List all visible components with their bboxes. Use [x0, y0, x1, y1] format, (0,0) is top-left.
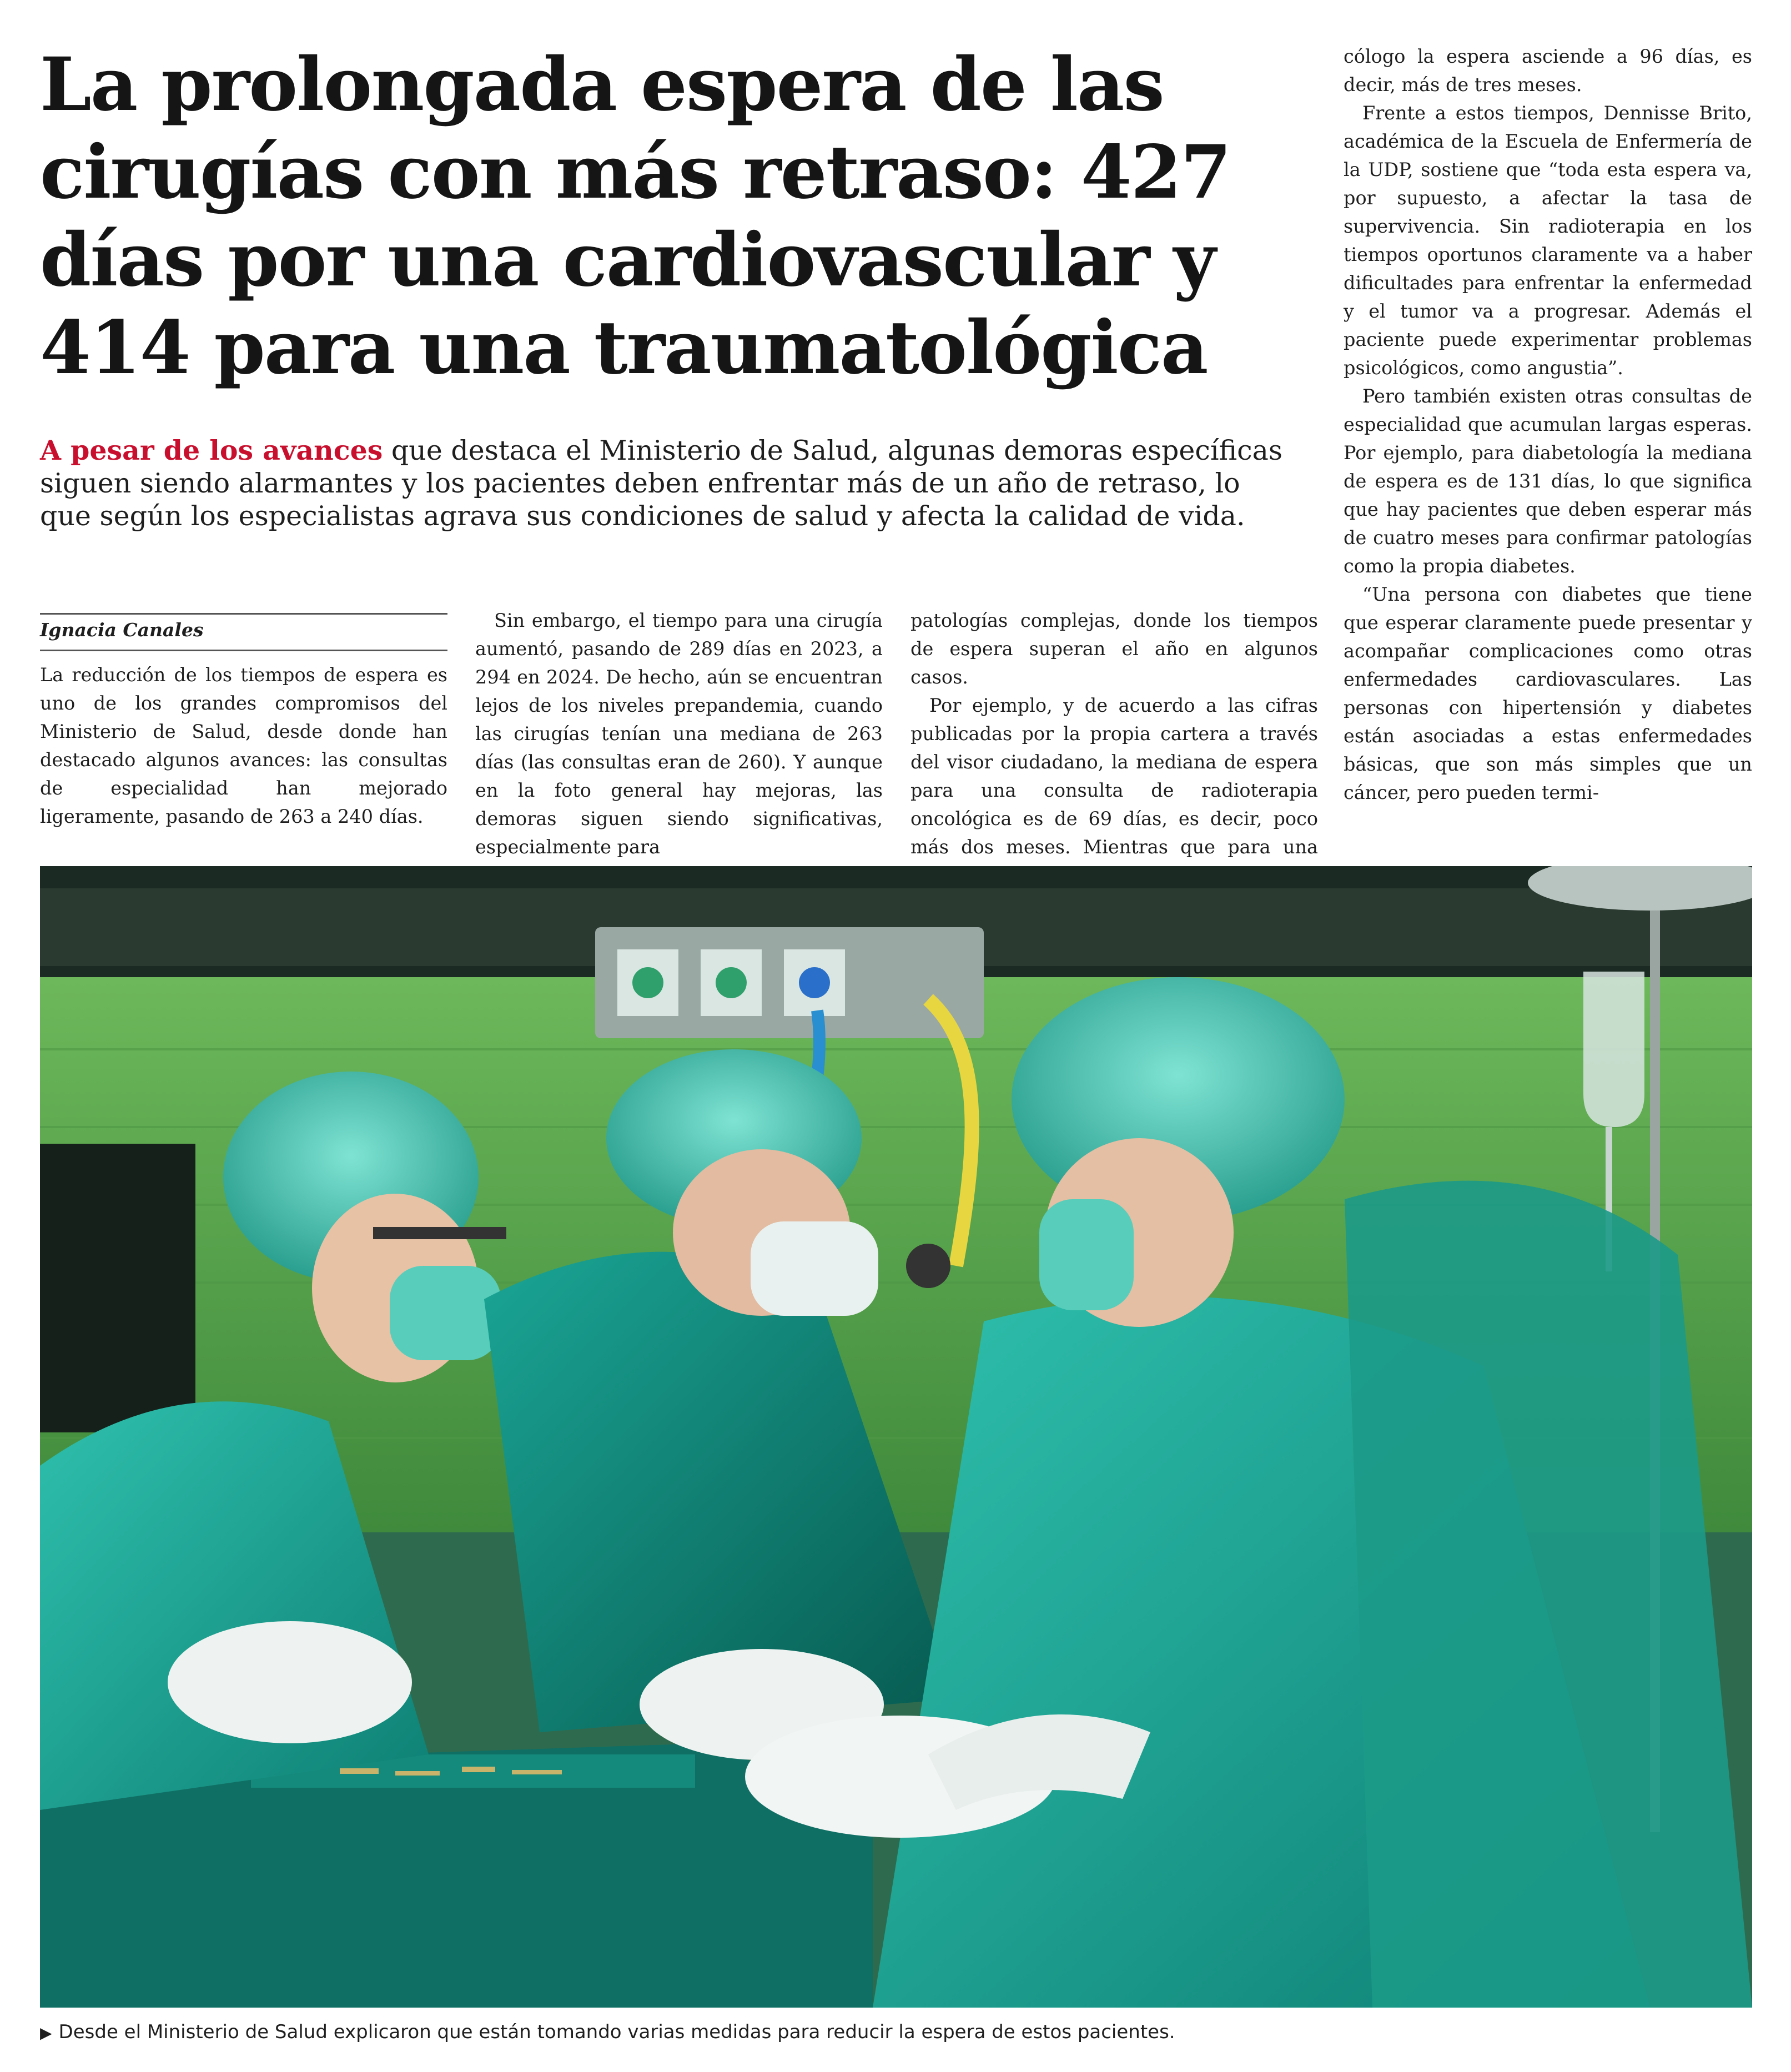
- paragraph: Por ejemplo, y de acuerdo a las cifras publicadas por la propia cartera a través del visor ciudadano, la mediana de espera para una consulta de radioterapia oncológica es de 69 días, es decir, poco más dos meses. Mientras que para una: [910, 695, 1318, 858]
- byline: Ignacia Canales: [40, 619, 204, 641]
- headline-line-2: cirugías con más retraso: 427: [40, 129, 1231, 215]
- caption-text: Desde el Ministerio de Salud explicaron que están tomando varias medidas para reducir la espera de estos pacientes.: [58, 2021, 1175, 2043]
- paragraph: cólogo la espera asciende a 96 días, es decir, más de tres meses.: [1344, 46, 1752, 95]
- headline-line-3: días por una cardiovascular y: [40, 217, 1215, 303]
- article-column-4: [1344, 42, 1752, 807]
- headline: [40, 41, 1261, 392]
- paragraph: Frente a estos tiempos, Dennisse Brito, académica de la Escuela de Enfermería de la UDP, sostiene que “toda esta espera va, por supuesto, a afectar la tasa de supervivencia. Sin radioterapia en los tiempos oportunos claramente va a haber dificultades para enfrentar la enfermedad y el tumor va a progresar. Además el paciente puede experimentar problemas psicológicos, como angustia”.: [1344, 102, 1752, 379]
- surgery-photo: [40, 866, 1752, 2008]
- byline-top-rule: [40, 613, 447, 615]
- lede-highlight: A pesar de los avances: [40, 434, 383, 466]
- headline-line-4: 414 para una traumatológica: [40, 305, 1208, 391]
- article-column-3: [910, 606, 1318, 889]
- paragraph: Pero también existen otras consultas de especialidad que acumulan largas esperas. Por ejemplo, para diabetología la mediana de espera es de 131 días, lo que significa que hay pacientes que deben esperar más de cuatro meses para confirmar patologías como la propia diabetes.: [1344, 385, 1752, 577]
- caption-marker-icon: ▶: [40, 2024, 52, 2042]
- lede-line-1: [40, 434, 1282, 467]
- paragraph: La reducción de los tiempos de espera es uno de los grandes compromisos del Ministerio de Salud, desde donde han destacado algunos avances: las consultas de especialidad han mejorado ligeramente, pasando de 263 a 240 días.: [40, 664, 447, 827]
- lede-line-3: que según los especialistas agrava sus condiciones de salud y afecta la calidad de vida.: [40, 500, 1245, 532]
- paragraph: patologías complejas, donde los tiempos de espera superan el año en algunos casos.: [910, 610, 1318, 688]
- paragraph: Sin embargo, el tiempo para una cirugía aumentó, pasando de 289 días en 2023, a 294 en 2024. De hecho, aún se encuentran lejos de los niveles prepandemia, cuando las cirugías tenían una mediana de 263 días (las consultas eran de 260). Y aunque en la foto general hay mejoras, las demoras siguen siendo significativas, especialmente para: [475, 610, 883, 858]
- paragraph: “Una persona con diabetes que tiene que esperar claramente puede presentar y acompañar complicaciones como otras enfermedades cardiovasculares. Las personas con hipertensión y diabetes están asociadas a estas enfermedades básicas, que son más simples que un cáncer, pero pueden termi-: [1344, 584, 1752, 803]
- article-column-1: [40, 661, 447, 831]
- headline-line-1: La prolongada espera de las: [40, 42, 1164, 128]
- article-column-2: [475, 606, 883, 861]
- byline-bottom-rule: [40, 650, 447, 651]
- lede-line-1-rest: que destaca el Ministerio de Salud, algunas demoras específicas: [383, 435, 1282, 466]
- lede-line-2: siguen siendo alarmantes y los pacientes deben enfrentar más de un año de retraso, lo: [40, 467, 1240, 499]
- lede: [40, 434, 1282, 532]
- photo-caption: [40, 2020, 1752, 2045]
